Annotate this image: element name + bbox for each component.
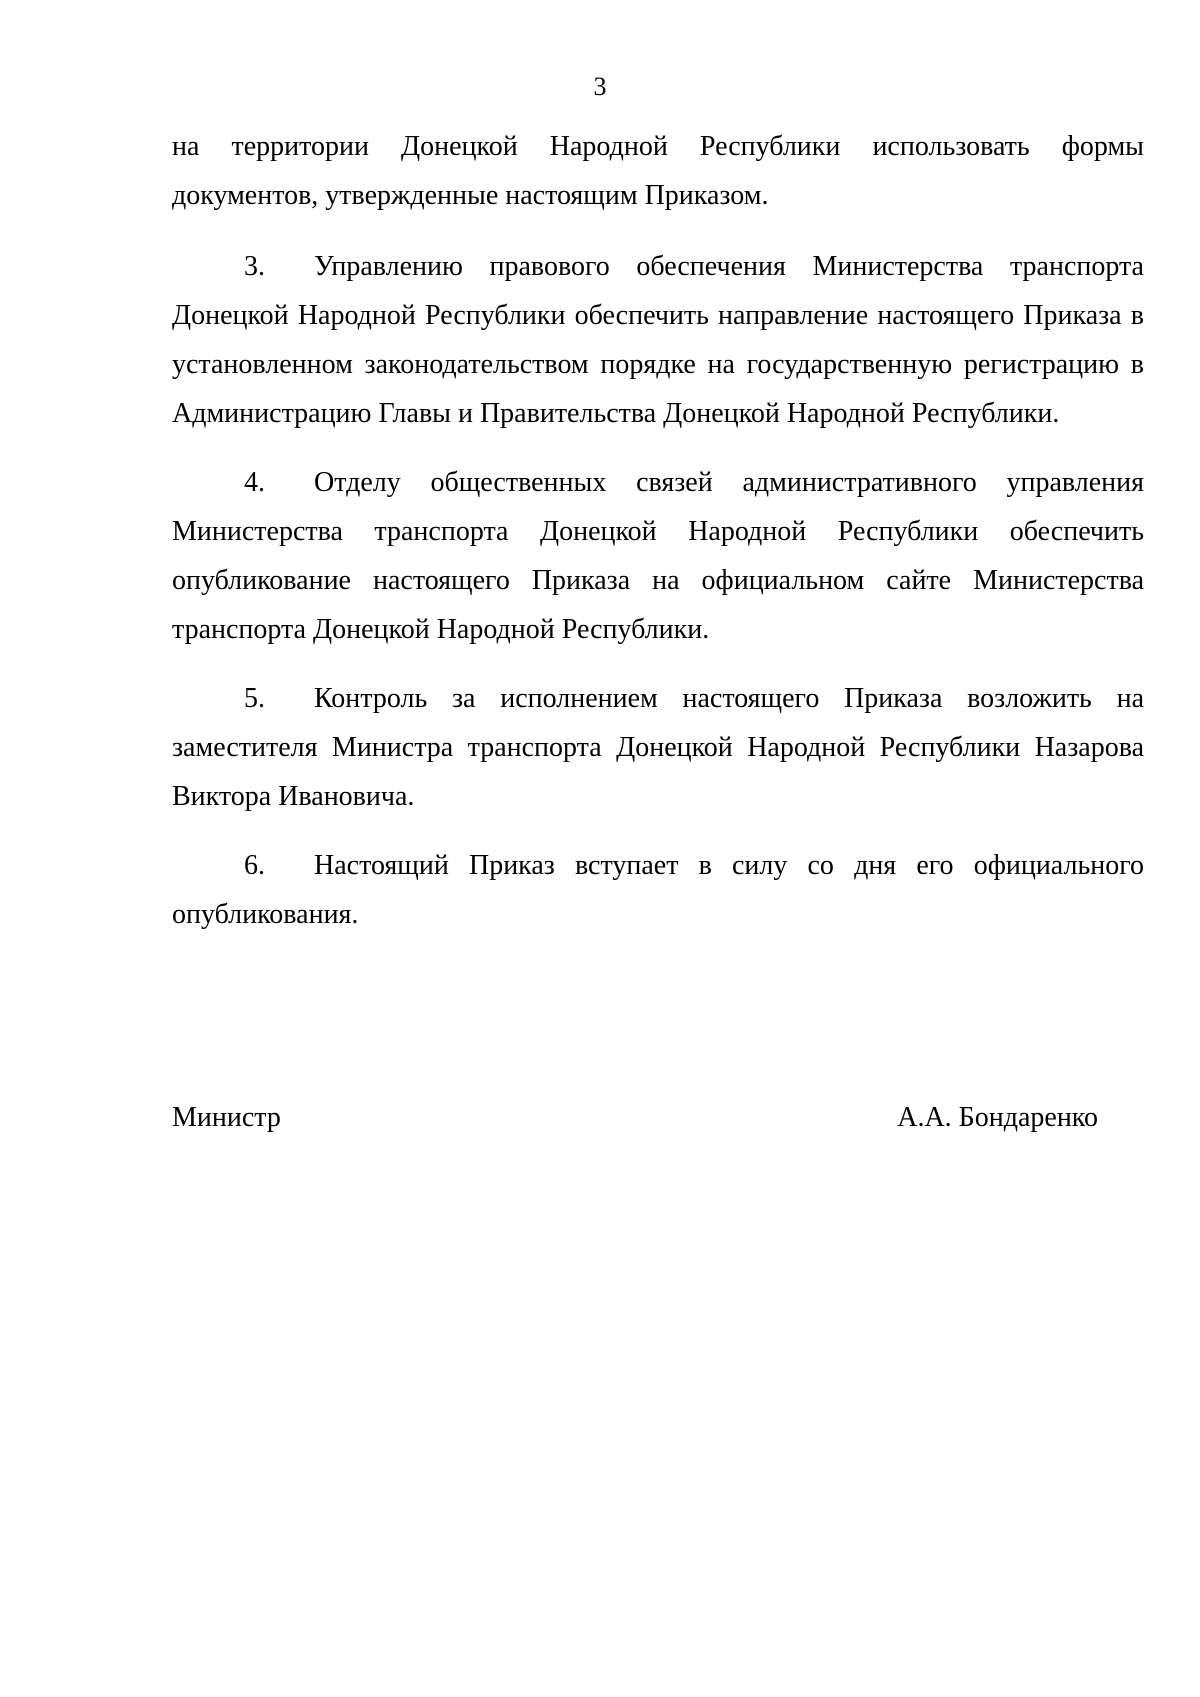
- signatory-name: А.А. Бондаренко: [897, 1102, 1098, 1133]
- item-number: 6.: [244, 850, 265, 881]
- document-body: [172, 122, 1144, 959]
- list-item: [172, 458, 1144, 654]
- signatory-position: Министр: [172, 1102, 281, 1133]
- page-number: 3: [593, 72, 607, 101]
- item-number: 3.: [244, 251, 265, 282]
- continuation-paragraph: на территории Донецкой Народной Республики использовать формы документов, утвержденные настоящим Приказом.: [172, 131, 1144, 211]
- item-number: 5.: [244, 683, 265, 714]
- item-text: Управлению правового обеспечения Министерства транспорта Донецкой Народной Республики обеспечить направление настоящего Приказа в установленном законодательством порядке на государственную регистрацию в Администрацию Главы и Правительства Донецкой Народной Республики.: [172, 251, 1144, 429]
- item-number: 4.: [244, 467, 265, 498]
- list-item: [172, 841, 1144, 939]
- list-item: [172, 674, 1144, 821]
- item-text: Контроль за исполнением настоящего Приказа возложить на заместителя Министра транспорта Донецкой Народной Республики Назарова Виктора Ивановича.: [172, 683, 1144, 812]
- signature-block: [172, 1098, 1098, 1138]
- item-text: Отделу общественных связей административного управления Министерства транспорта Донецкой Народной Республики обеспечить опубликование настоящего Приказа на официальном сайте Министерства транспорта Донецкой Народной Республики.: [172, 467, 1144, 645]
- list-item: [172, 242, 1144, 438]
- item-text: Настоящий Приказ вступает в силу со дня его официального опубликования.: [172, 850, 1144, 930]
